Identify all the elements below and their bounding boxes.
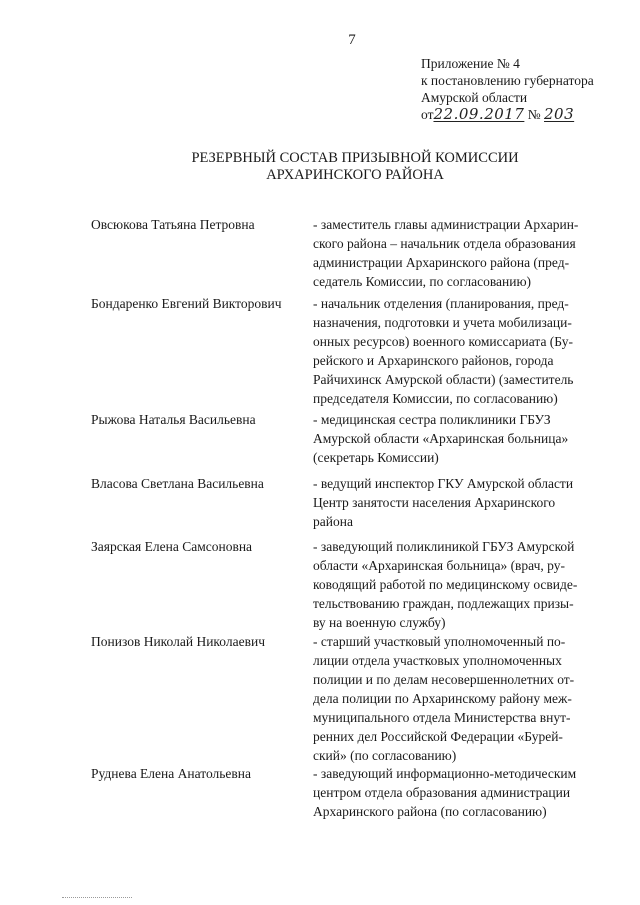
scan-edge-mark	[62, 897, 132, 899]
member-name: Власова Светлана Васильевна	[91, 476, 264, 491]
member-role	[313, 764, 609, 821]
page-number: 7	[348, 32, 356, 48]
title-line-2: АРХАРИНСКОГО РАЙОНА	[266, 167, 444, 183]
role-line: рейского и Архаринского районов, города	[313, 353, 554, 368]
member-role	[313, 294, 609, 408]
role-line: - ведущий инспектор ГКУ Амурской области	[313, 476, 574, 491]
role-line: тельствованию граждан, подлежащих призы-	[313, 596, 574, 611]
role-line: онных ресурсов) военного комиссариата (Бу-	[313, 334, 573, 349]
role-line: - заведующий информационно-методическим	[313, 766, 577, 781]
role-line: председателя Комиссии, по согласованию)	[313, 391, 558, 406]
role-line: полиции и по делам несовершеннолетних от-	[313, 672, 575, 687]
role-line: ский» (по согласованию)	[313, 748, 457, 763]
role-line: седатель Комиссии, по согласованию)	[313, 274, 532, 289]
handwritten-number: 203	[544, 105, 575, 123]
role-line: муниципального отдела Министерства внут-	[313, 710, 571, 725]
role-line: ву на военную службу)	[313, 615, 446, 630]
role-line: - медицинская сестра поликлиники ГБУЗ	[313, 412, 551, 427]
role-line: центром отдела образования администрации	[313, 785, 571, 800]
title-line-1: РЕЗЕРВНЫЙ СОСТАВ ПРИЗЫВНОЙ КОМИССИИ	[191, 150, 519, 166]
role-line: ренних дел Российской Федерации «Бурей-	[313, 729, 563, 744]
role-line: Райчихинск Амурской области) (заместитель	[313, 372, 574, 387]
number-prefix: №	[527, 107, 541, 122]
member-role	[313, 474, 609, 531]
member-role	[313, 537, 609, 632]
appendix-line-2: к постановлению губернатора	[421, 73, 594, 88]
appendix-line-1: Приложение № 4	[421, 56, 520, 71]
member-name: Заярская Елена Самсоновна	[91, 539, 253, 554]
role-line: - начальник отделения (планирования, пред-	[313, 296, 569, 311]
member-name: Овсюкова Татьяна Петровна	[91, 217, 255, 232]
appendix-line-3: Амурской области	[421, 90, 528, 105]
role-line: - старший участковый уполномоченный по-	[313, 634, 566, 649]
role-line: назначения, подготовки и учета мобилизаци-	[313, 315, 572, 330]
member-name: Понизов Николай Николаевич	[91, 634, 265, 649]
member-role	[313, 632, 609, 765]
role-line: Амурской области «Архаринская больница»	[313, 431, 569, 446]
role-line: - заведующий поликлиникой ГБУЗ Амурской	[313, 539, 575, 554]
role-line: лиции отдела участковых уполномоченных	[313, 653, 562, 668]
role-line: ского района – начальник отдела образования	[313, 236, 576, 251]
date-prefix: от	[421, 107, 434, 122]
member-name: Бондаренко Евгений Викторович	[91, 296, 282, 311]
role-line: района	[313, 514, 353, 529]
role-line: дела полиции по Архаринскому району меж-	[313, 691, 572, 706]
role-line: администрации Архаринского района (пред-	[313, 255, 570, 270]
role-line: Архаринского района (по согласованию)	[313, 804, 547, 819]
member-role	[313, 410, 609, 467]
role-line: ководящий работой по медицинскому освиде-	[313, 577, 578, 592]
member-name: Руднева Елена Анатольевна	[91, 766, 252, 781]
member-role	[313, 215, 609, 291]
handwritten-date: 22.09.2017	[433, 105, 525, 123]
role-line: - заместитель главы администрации Архарин-	[313, 217, 579, 232]
role-line: области «Архаринская больница» (врач, ру-	[313, 558, 565, 573]
role-line: (секретарь Комиссии)	[313, 450, 439, 465]
role-line: Центр занятости населения Архаринского	[313, 495, 556, 510]
member-name: Рыжова Наталья Васильевна	[91, 412, 256, 427]
